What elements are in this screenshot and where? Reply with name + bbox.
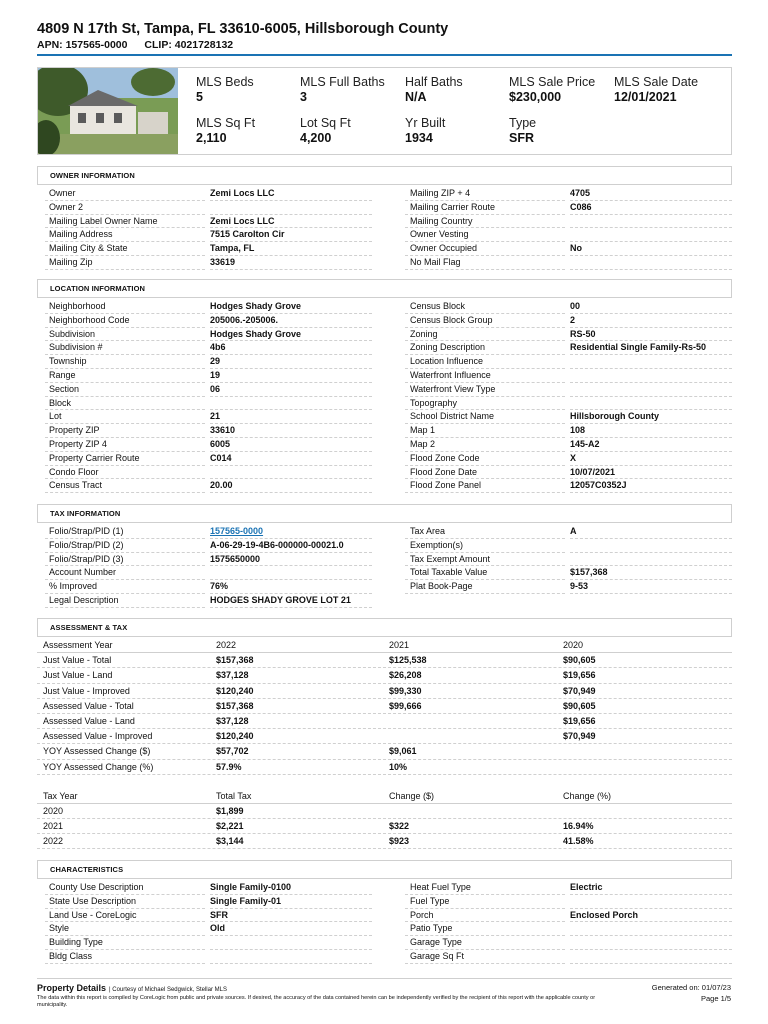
column-header: 2021 [389,640,410,650]
property-address-title: 4809 N 17th St, Tampa, FL 33610-6005, Hillsborough County [37,21,449,37]
summary-fact-label: Lot Sq Ft [300,116,351,130]
table-cell: $99,330 [389,685,422,696]
field-value [570,256,732,270]
generated-date: Generated on: 01/07/23 [651,983,731,992]
info-row [37,424,732,438]
table-spacer [37,775,732,789]
info-row [37,438,732,452]
column-header: Tax Year [43,790,78,801]
table-row [37,804,732,819]
table-cell: $70,949 [563,685,596,696]
summary-fact [509,116,613,145]
table-row [37,684,732,699]
summary-fact-label: Half Baths [405,75,463,89]
column-header: Total Tax [216,790,252,801]
field-label: Lot [49,411,62,422]
summary-fact-label: MLS Beds [196,75,254,89]
header-divider [37,54,732,56]
field-label: Mailing Carrier Route [410,201,496,212]
apn-label: APN: 157565-0000 [37,39,128,51]
field-value: 33610 [210,424,372,438]
field-value: 33619 [210,256,372,270]
field-value: 7515 Carolton Cir [210,228,372,242]
field-value: Zemi Locs LLC [210,187,372,201]
field-label: Zoning Description [410,342,486,353]
field-value: C086 [570,201,732,215]
field-value: Electric [570,881,732,895]
table-cell: Just Value - Improved [43,685,130,696]
field-label: Owner 2 [49,201,84,212]
field-label: Flood Zone Code [410,452,480,463]
field-value [210,566,372,580]
field-label: Block [49,397,72,408]
field-label: Zoning [410,328,438,339]
field-label: Condo Floor [49,466,99,477]
table-cell: $37,128 [216,715,249,726]
summary-fact-value: 3 [300,90,307,104]
field-label: Fuel Type [410,895,450,906]
table-cell: $3,144 [216,836,244,847]
field-label: Property Carrier Route [49,452,140,463]
field-label: Subdivision [49,328,96,339]
table-cell: $19,656 [563,715,596,726]
field-label: Section [49,383,80,394]
table-cell: Assessed Value - Improved [43,731,153,742]
folio-link[interactable]: 157565-0000 [210,526,264,536]
info-row [37,215,732,229]
field-value: 6005 [210,438,372,452]
field-value [570,355,732,369]
characteristics-section [37,860,732,964]
field-value[interactable] [210,525,372,539]
summary-fact-label: Type [509,116,537,130]
field-value: Single Family-01 [210,895,372,909]
row-underline [45,410,205,424]
field-value: A [570,525,732,539]
field-value: SFR [210,909,372,923]
info-row [37,553,732,567]
section-title: OWNER INFORMATION [37,166,732,185]
field-value [570,950,732,964]
field-label: Tax Exempt Amount [410,553,491,564]
info-row [37,566,732,580]
field-label: Census Tract [49,480,103,491]
field-value: $157,368 [570,566,732,580]
field-value: 29 [210,355,372,369]
field-value: 00 [570,300,732,314]
table-cell: $37,128 [216,670,249,681]
info-row [37,314,732,328]
summary-fact-value: N/A [405,90,427,104]
field-value: X [570,452,732,466]
info-row [37,936,732,950]
info-row [37,525,732,539]
table-cell: 10% [389,761,408,772]
field-value: 4b6 [210,341,372,355]
field-label: Owner [49,188,76,198]
field-value [570,895,732,909]
table-row [37,744,732,759]
section-title: CHARACTERISTICS [37,860,732,879]
page-number: Page 1/5 [700,994,731,1003]
table-header-row [37,789,732,804]
table-row [37,653,732,668]
table-cell: $1,899 [216,805,244,816]
field-value: No [570,242,732,256]
field-value: 1575650000 [210,553,372,567]
field-label: Land Use - CoreLogic [49,909,137,920]
footer-title [37,983,227,993]
field-label: Owner Vesting [410,229,469,240]
field-label: Flood Zone Date [410,466,478,477]
field-label: Folio/Strap/PID (2) [49,539,124,550]
table-cell: YOY Assessed Change (%) [43,761,154,772]
table-cell: $9,061 [389,746,417,757]
field-label: Map 2 [410,438,436,449]
field-value: A-06-29-19-4B6-000000-00021.0 [210,539,372,553]
summary-fact-value: 4,200 [300,131,332,145]
table-cell: Just Value - Land [43,670,113,681]
field-value: 12057C0352J [570,479,732,493]
table-cell: $57,702 [216,746,249,757]
clip-label: CLIP: 4021728132 [144,39,234,51]
field-label: Mailing Country [410,215,473,226]
table-cell: $120,240 [216,685,254,696]
field-value: RS-50 [570,328,732,342]
field-value: 205006.-205006. [210,314,372,328]
field-label: Map 1 [410,425,436,436]
summary-fact-value: 1934 [405,131,433,145]
field-label: Plat Book-Page [410,581,473,592]
field-value [210,936,372,950]
table-cell: 41.58% [563,836,594,847]
field-value: Zemi Locs LLC [210,215,372,229]
owner-information-section [37,166,732,270]
column-header: Change (%) [563,790,612,801]
section-title: LOCATION INFORMATION [37,279,732,298]
summary-fact [405,75,509,104]
field-label: Patio Type [410,923,453,934]
info-row [37,355,732,369]
table-cell: $2,221 [216,821,244,832]
field-label: Waterfront Influence [410,369,491,380]
info-row [37,300,732,314]
info-row [37,341,732,355]
summary-fact [300,116,404,145]
section-title: ASSESSMENT & TAX [37,618,732,637]
property-summary-card [37,67,732,155]
field-label: Subdivision # [49,342,103,353]
summary-fact-label: MLS Sale Date [614,75,699,89]
info-row [37,397,732,411]
field-label: State Use Description [49,895,137,906]
field-label: Neighborhood [49,301,106,311]
table-cell: $26,208 [389,670,422,681]
footer-divider [37,978,732,979]
column-header: 2020 [563,640,584,650]
table-cell: Assessed Value - Total [43,700,134,711]
info-row [37,594,732,608]
summary-fact-label: MLS Sale Price [509,75,596,89]
field-label: Folio/Strap/PID (3) [49,553,124,564]
info-row [37,187,732,201]
info-row [37,328,732,342]
field-value [210,397,372,411]
field-label: Census Block Group [410,314,493,325]
summary-fact-value: 12/01/2021 [614,90,677,104]
field-label: Mailing Label Owner Name [49,215,158,226]
field-value: 76% [210,580,372,594]
assessment-tax-section [37,618,732,849]
table-cell: $90,605 [563,655,596,666]
field-label: Property ZIP 4 [49,438,107,449]
info-row [37,479,732,493]
table-row [37,699,732,714]
field-label: Exemption(s) [410,539,464,550]
info-row [37,369,732,383]
tax-information-section [37,504,732,608]
table-row [37,760,732,775]
field-label: Heat Fuel Type [410,882,471,892]
table-cell: $90,605 [563,700,596,711]
field-value: Hodges Shady Grove [210,300,372,314]
field-value: 145-A2 [570,438,732,452]
table-row [37,668,732,683]
table-row [37,834,732,849]
table-cell: $125,538 [389,655,427,666]
column-header: Change ($) [389,790,435,801]
field-label: Account Number [49,567,117,578]
table-row [37,714,732,729]
field-value [570,397,732,411]
field-label: Owner Occupied [410,243,478,254]
field-label: Property ZIP [49,425,100,436]
field-value [570,369,732,383]
info-row [37,466,732,480]
field-value [210,201,372,215]
field-label: Folio/Strap/PID (1) [49,526,124,536]
field-value: 2 [570,314,732,328]
summary-fact-label: Yr Built [405,116,446,130]
field-value [570,215,732,229]
table-cell: $322 [389,821,410,832]
field-value: 20.00 [210,479,372,493]
summary-fact-value: $230,000 [509,90,562,104]
field-value: Residential Single Family-Rs-50 [570,341,732,355]
field-value [210,950,372,964]
info-row [37,228,732,242]
table-cell: 16.94% [563,821,594,832]
field-label: Building Type [49,937,103,948]
field-label: Garage Sq Ft [410,950,465,961]
info-row [37,881,732,895]
table-cell: $99,666 [389,700,422,711]
column-header: 2022 [216,640,237,650]
info-row [37,410,732,424]
table-cell: $70,949 [563,731,596,742]
field-label: Mailing ZIP + 4 [410,188,471,198]
field-label: Waterfront View Type [410,383,496,394]
info-row [37,895,732,909]
footer-courtesy: | Courtesy of Michael Sedgwick, Stellar MLS [109,987,227,993]
field-value: HODGES SHADY GROVE LOT 21 [210,594,372,608]
column-header: Assessment Year [43,640,113,650]
table-cell: $157,368 [216,655,254,666]
table-cell: 57.9% [216,761,242,772]
field-value: 06 [210,383,372,397]
info-row [37,539,732,553]
summary-fact-value: SFR [509,131,534,145]
summary-fact [300,75,404,104]
summary-fact [509,75,613,104]
field-value: Enclosed Porch [570,909,732,923]
field-label: Mailing Address [49,229,113,240]
summary-fact-value: 2,110 [196,131,227,145]
table-cell: $923 [389,836,410,847]
field-value [570,228,732,242]
field-value: C014 [210,452,372,466]
summary-fact [614,75,718,104]
field-label: Range [49,369,76,380]
field-label: Porch [410,909,434,920]
table-cell: $19,656 [563,670,596,681]
field-value: 19 [210,369,372,383]
table-cell: 2022 [43,836,64,847]
field-label: Total Taxable Value [410,567,488,578]
field-label: % Improved [49,581,98,592]
field-value: Old [210,922,372,936]
field-value: Hillsborough County [570,410,732,424]
field-value [570,539,732,553]
summary-fact-label: MLS Sq Ft [196,116,256,130]
field-label: School District Name [410,411,495,422]
property-ids [37,39,247,51]
info-row [37,580,732,594]
table-cell: Assessed Value - Land [43,715,135,726]
field-value [570,922,732,936]
field-value: 9-53 [570,580,732,594]
table-row [37,729,732,744]
field-label: Mailing City & State [49,243,128,254]
info-row [37,452,732,466]
field-label: Legal Description [49,594,119,605]
table-cell: 2021 [43,821,64,832]
field-label: Neighborhood Code [49,314,130,325]
field-value: Single Family-0100 [210,881,372,895]
location-information-section [37,279,732,493]
field-label: Topography [410,397,458,408]
field-label: No Mail Flag [410,256,461,267]
summary-fact-label: MLS Full Baths [300,75,385,89]
info-row [37,242,732,256]
table-cell: $120,240 [216,731,254,742]
field-label: Garage Type [410,937,462,948]
table-cell: $157,368 [216,700,254,711]
table-cell: 2020 [43,805,64,816]
field-value: 4705 [570,187,732,201]
field-value: 21 [210,410,372,424]
summary-fact [405,116,509,145]
table-cell: Just Value - Total [43,655,112,666]
field-value [570,553,732,567]
field-label: Style [49,923,70,934]
table-row [37,819,732,834]
field-value [570,936,732,950]
info-row [37,256,732,270]
table-cell: YOY Assessed Change ($) [43,746,151,757]
info-row [37,922,732,936]
table-header-row [37,638,732,653]
field-value: 108 [570,424,732,438]
field-value: 10/07/2021 [570,466,732,480]
disclaimer: The data within this report is compiled by CoreLogic from public and private sources. If desired, the accuracy of the data contained herein can be independently verified by the recipient of this report with the applicable county or municipality. [37,995,596,1008]
field-value [210,466,372,480]
info-row [37,201,732,215]
field-label: County Use Description [49,882,144,892]
field-label: Township [49,356,87,367]
field-label: Mailing Zip [49,256,93,267]
property-photo [38,68,178,154]
field-label: Census Block [410,301,466,311]
info-row [37,383,732,397]
field-label: Bldg Class [49,950,93,961]
field-label: Location Influence [410,356,484,367]
footer-report-name: Property Details [37,983,107,993]
field-value: Tampa, FL [210,242,372,256]
info-row [37,909,732,923]
summary-fact-value: 5 [196,90,203,104]
field-label: Tax Area [410,526,446,536]
field-label: Flood Zone Panel [410,480,482,491]
section-title: TAX INFORMATION [37,504,732,523]
info-row [37,950,732,964]
summary-fact [196,116,300,145]
summary-fact [196,75,300,104]
field-value [570,383,732,397]
field-value: Hodges Shady Grove [210,328,372,342]
